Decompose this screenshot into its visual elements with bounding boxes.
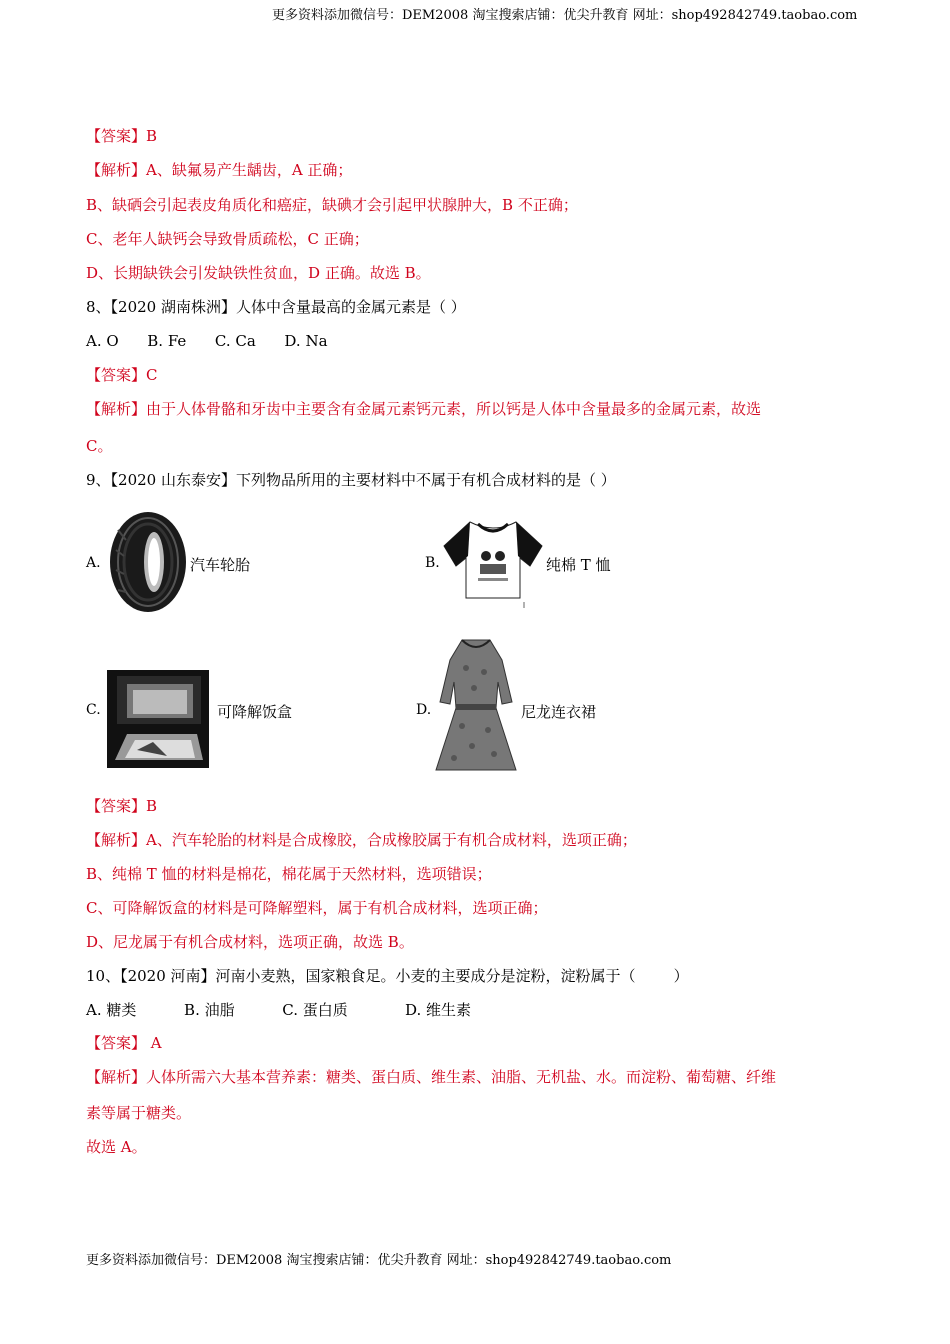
q8-options: A. O B. Fe C. Ca D. Na [86,332,328,350]
q9-option-a-label: A. [86,555,101,571]
q10-conclusion: 故选 A。 [86,1138,147,1156]
q10-analysis-line1: 【解析】人体所需六大基本营养素：糖类、蛋白质、维生素、油脂、无机盐、水。而淀粉、葡萄糖、纤维 [86,1068,777,1086]
q9-stem: 9、【2020 山东泰安】下列物品所用的主要材料中不属于有机合成材料的是（ ） [86,471,616,489]
q9-analysis-d: D、尼龙属于有机合成材料，选项正确，故选 B。 [86,933,414,951]
q7-analysis-b: B、缺硒会引起表皮角质化和癌症，缺碘才会引起甲状腺肿大，B 不正确； [86,196,578,214]
q8-answer: 【答案】C [86,366,158,384]
q7-analysis-c: C、老年人缺钙会导致骨质疏松，C 正确； [86,230,369,248]
q9-option-d-label: D. [416,702,432,718]
q9-analysis-b: B、纯棉 T 恤的材料是棉花，棉花属于天然材料，选项错误； [86,865,492,883]
lunchbox-image [107,670,211,770]
q9-option-c-label: C. [86,702,101,718]
dress-image [432,638,520,776]
q9-option-c-text: 可降解饭盒 [217,703,293,721]
q7-analysis: 【解析】A、缺氟易产生龋齿，A 正确； [86,161,353,179]
q9-analysis-c: C、可降解饭盒的材料是可降解塑料，属于有机合成材料，选项正确； [86,899,548,917]
q7-analysis-d: D、长期缺铁会引发缺铁性贫血，D 正确。故选 B。 [86,264,431,282]
q9-answer: 【答案】B [86,797,158,815]
q8-analysis-line2: C。 [86,437,113,455]
q9-option-b-label: B. [425,555,440,571]
q9-option-a-text: 汽车轮胎 [190,556,251,574]
q8-stem: 8、【2020 湖南株洲】人体中含量最高的金属元素是（ ） [86,298,466,316]
q10-options: A. 糖类 B. 油脂 C. 蛋白质 D. 维生素 [86,1001,472,1019]
q8-analysis-line1: 【解析】由于人体骨骼和牙齿中主要含有金属元素钙元素，所以钙是人体中含量最多的金属元素，故选 [86,400,762,418]
q10-stem: 10、【2020 河南】河南小麦熟，国家粮食足。小麦的主要成分是淀粉，淀粉属于（ ） [86,967,689,985]
tshirt-image [442,518,544,608]
page-header: 更多资料添加微信号：DEM2008 淘宝搜索店铺：优尖升教育 网址：shop492842749.taobao.com [272,8,858,23]
q10-analysis-line2: 素等属于糖类。 [86,1104,192,1122]
page-footer: 更多资料添加微信号：DEM2008 淘宝搜索店铺：优尖升教育 网址：shop492842749.taobao.com [86,1253,672,1268]
q9-option-d-text: 尼龙连衣裙 [521,703,597,721]
q7-answer: 【答案】B [86,127,158,145]
q9-option-b-text: 纯棉 T 恤 [546,556,611,574]
q9-analysis: 【解析】A、汽车轮胎的材料是合成橡胶，合成橡胶属于有机合成材料，选项正确； [86,831,637,849]
tire-image [104,510,188,614]
q10-answer: 【答案】 A [86,1034,162,1052]
